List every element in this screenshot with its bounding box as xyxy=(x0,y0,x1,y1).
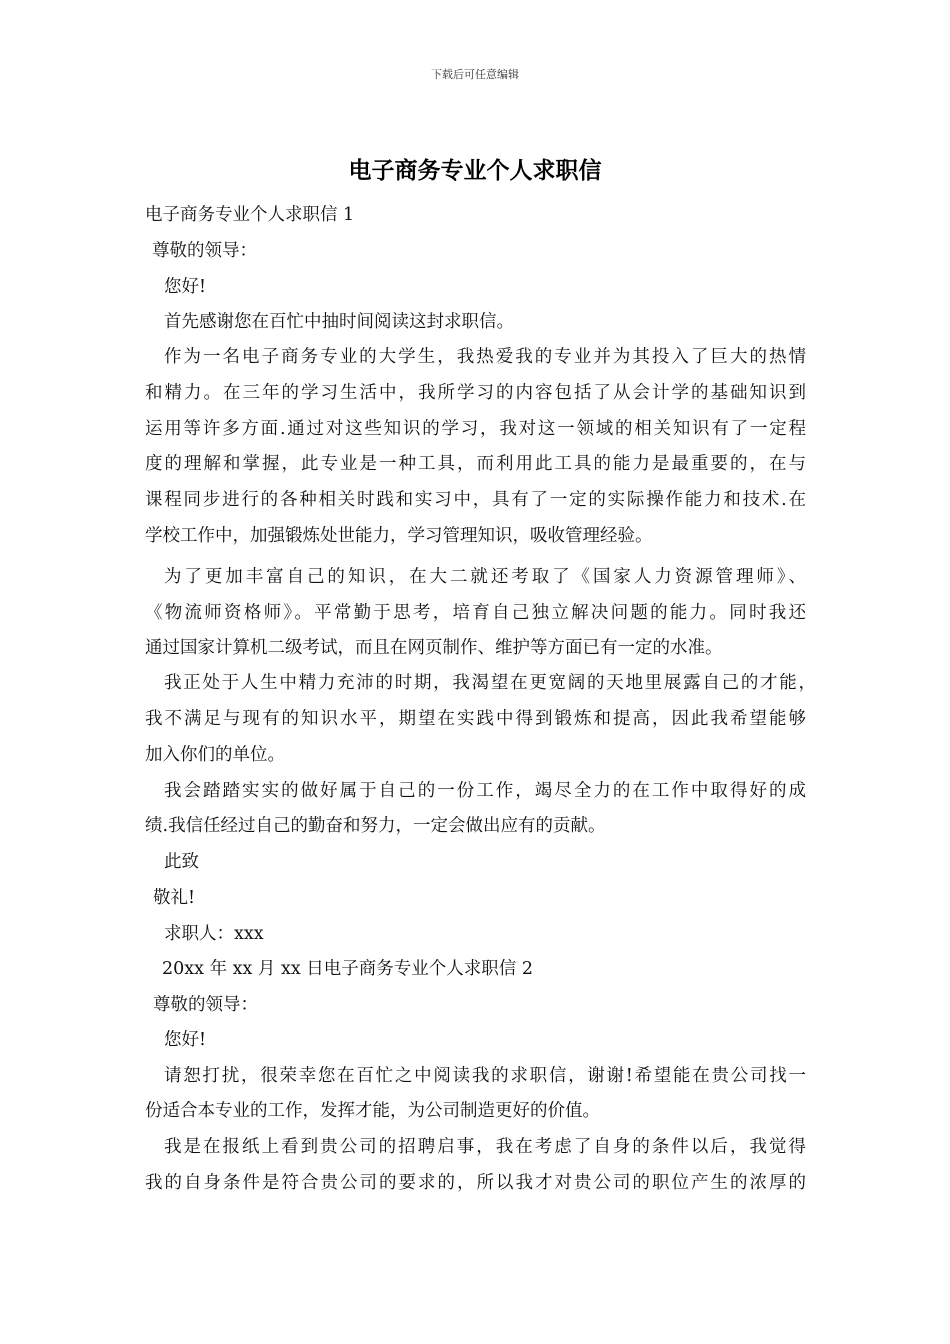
header-note: 下载后可任意编辑 xyxy=(431,68,519,81)
text-line: 首先感谢您在百忙中抽时间阅读这封求职信。 xyxy=(164,312,514,332)
text-line: 请恕打扰，很荣幸您在百忙之中阅读我的求职信，谢谢!希望能在贵公司找一 xyxy=(164,1066,806,1086)
text-line: 作为一名电子商务专业的大学生，我热爱我的专业并为其投入了巨大的热情 xyxy=(164,347,806,367)
text-line: 此致 xyxy=(164,852,199,872)
text-line: 您好! xyxy=(164,277,207,297)
text-line: 我是在报纸上看到贵公司的招聘启事，我在考虑了自身的条件以后，我觉得 xyxy=(164,1137,806,1157)
text-line: 您好! xyxy=(164,1030,207,1050)
document-title: 电子商务专业个人求职信 xyxy=(348,158,602,184)
text-line: 尊敬的领导： xyxy=(153,995,258,1015)
text-line: 敬礼! xyxy=(153,888,196,908)
text-line: 课程同步进行的各种相关时践和实习中，具有了一定的实际操作能力和技术.在 xyxy=(145,490,806,510)
text-line: 通过国家计算机二级考试，而且在网页制作、维护等方面已有一定的水准。 xyxy=(145,638,723,658)
text-line: 绩.我信任经过自己的勤奋和努力，一定会做出应有的贡献。 xyxy=(145,816,606,836)
text-line: 度的理解和掌握，此专业是一种工具，而利用此工具的能力是最重要的，在与 xyxy=(145,454,806,474)
text-line: 加入你们的单位。 xyxy=(145,745,285,765)
text-line: 我正处于人生中精力充沛的时期，我渴望在更宽阔的天地里展露自己的才能， xyxy=(164,673,816,693)
text-line: 尊敬的领导： xyxy=(152,241,257,261)
text-line: 20xx 年 xx 月 xx 日电子商务专业个人求职信 2 xyxy=(162,959,533,979)
text-line: 和精力。在三年的学习生活中，我所学习的内容包括了从会计学的基础知识到 xyxy=(145,383,806,403)
text-line: 我不满足与现有的知识水平，期望在实践中得到锻炼和提高，因此我希望能够 xyxy=(145,709,806,729)
text-line: 学校工作中，加强锻炼处世能力，学习管理知识，吸收管理经验。 xyxy=(145,526,653,546)
text-line: 《物流师资格师》。平常勤于思考，培育自己独立解决问题的能力。同时我还 xyxy=(145,603,806,623)
text-line: 份适合本专业的工作，发挥才能，为公司制造更好的价值。 xyxy=(145,1101,600,1121)
text-line: 为了更加丰富自己的知识，在大二就还考取了《国家人力资源管理师》、 xyxy=(164,567,806,587)
text-line: 电子商务专业个人求职信 1 xyxy=(145,205,355,225)
text-line: 我会踏踏实实的做好属于自己的一份工作，竭尽全力的在工作中取得好的成 xyxy=(164,781,806,801)
text-line: 求职人：xxx xyxy=(164,924,264,944)
text-line: 运用等许多方面.通过对这些知识的学习，我对这一领域的相关知识有了一定程 xyxy=(145,419,806,439)
text-line: 我的自身条件是符合贵公司的要求的，所以我才对贵公司的职位产生的浓厚的 xyxy=(145,1173,806,1193)
